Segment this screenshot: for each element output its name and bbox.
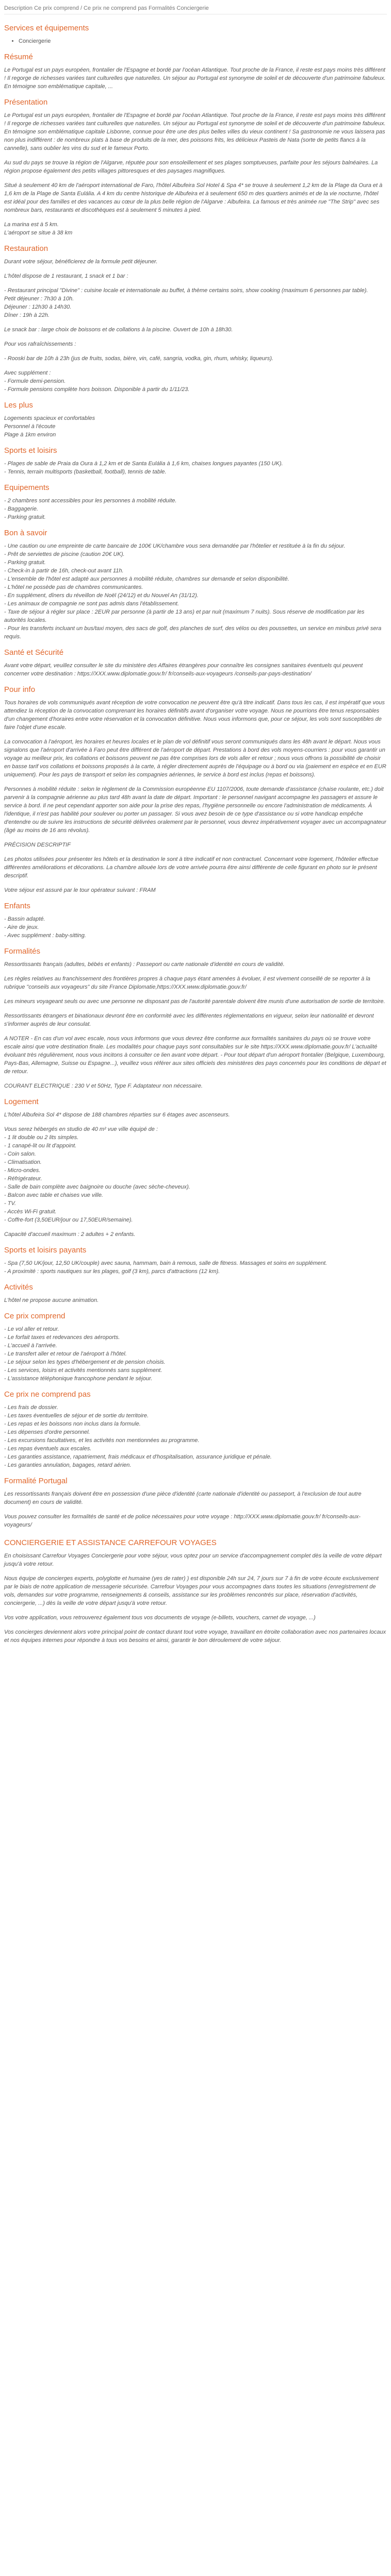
restauration-block (4, 286, 387, 319)
plus-list (4, 414, 387, 439)
formalites-paragraph: Les règles relatives au franchissement des frontières propres à chaque pays étant amenées à évoluer, il est vivement conseillé de se reporter à la rubrique "conseils aux voyageurs" du site France Diplomatie,https://XXX.www.diplomatie.gouv.fr/ (4, 976, 370, 990)
restauration-block (4, 326, 387, 334)
text-line: - Les garanties assistance, rapatriement, frais médicaux et d'hospitalisation, assurance juridique et pénale. (4, 1454, 272, 1460)
restauration-block (4, 354, 387, 363)
text-line: - Les repas et les boissons non inclus dans la formule. (4, 1421, 141, 1427)
text-line: - Accès Wi-Fi gratuit. (4, 1209, 57, 1215)
enfants-list (4, 915, 387, 940)
service-item: • Conciergerie (19, 37, 387, 45)
presentation-lines (4, 221, 387, 237)
formalite-portugal-title: Formalité Portugal (4, 1477, 68, 1485)
formalites-paragraph: Ressortissants étrangers et binationaux devront être en conformité avec les différentes réglementations en vigueur, selon leur nationalité et devront s'informer auprès de leur consulat. (4, 1013, 374, 1027)
logement-paragraph: L'hôtel Albufeira Sol 4* dispose de 188 chambres réparties sur 6 étages avec ascenseurs. (4, 1112, 230, 1118)
text-line: - Plages de sable de Praia da Oura à 1,2 km et de Santa Eulália à 1,6 km, chaises longues payantes (150 UK). (4, 461, 283, 467)
presentation-paragraph: Au sud du pays se trouve la région de l'Algarve, réputée pour son ensoleillement et ses plages somptueuses, parfaite pour les séjours balnéaires. La région propose également des petits villages pittoresques et des paysages magnifiques. (4, 160, 378, 174)
text-line: - Avec supplément : baby-sitting. (4, 933, 86, 939)
text-line: - Formule demi-pension. (4, 378, 66, 384)
services-title: Services et équipements (4, 24, 89, 32)
formalites-paragraph: A NOTER - En cas d'un vol avec escale, nous vous informons que vous devrez être conforme aux formalités sanitaires du pays où se trouve votre escale ainsi que votre destination finale. Les modalités pour chaque pays sont consultables sur le site https://XXX.www.diplomatie.gouv.fr/ L'actualité évoluant très régulièrement, nous vous incitons à consulter ce lien avant votre départ. - Pour tout départ d'un aéroport frontalier (Belgique, Luxembourg, Pays-Bas, Allemagne, Suisse ou Espagne...), veuillez vous référer aux sites officiels des ministères des pays concernés pour les conditions de départ et de retour. (4, 1036, 386, 1075)
bonavoir-title: Bon à savoir (4, 529, 47, 537)
activites-text: L'hôtel ne propose aucune animation. (4, 1297, 99, 1303)
sports-title: Sports et loisirs (4, 446, 57, 455)
conciergerie-paragraph: Nous équipe de concierges experts, polyglotte et humaine (yes de rater) ) est disponible 24h sur 24, 7 jours sur 7 à fin de votre écoute exclusivement par le biais de notre application de messagerie sécurisée. Carrefour Voyages pour vous accompagnes dans toutes les situations (enregistrement de vols, demandes sur votre programme, renseignements & conseils, assistance sur les problèmes rencontrés sur place, réservation d'activités, conciergerie, ...) dès la veille de votre départ jusqu'à votre retour. (4, 1575, 379, 1606)
info-paragraph: Les photos utilisées pour présenter les hôtels et la destination le sont à titre indicatif et non contractuel. Concernant votre logement, l'hôtelier effectue différentes améliorations et décorations. La chambre allouée lors de votre arrivée pourra être ainsi différente de celle figurant en photo sur le présent descriptif. (4, 856, 379, 879)
text-line: - L'accueil à l'arrivée. (4, 1343, 57, 1349)
sports-payants-list (4, 1259, 387, 1276)
text-line: - Salle de bain complète avec baignoire ou douche (avec sèche-cheveux). (4, 1184, 190, 1190)
text-line: - Micro-ondes. (4, 1167, 41, 1174)
presentation-paragraph: Le Portugal est un pays européen, frontalier de l'Espagne et bordé par l'océan Atlantique. Tout proche de la France, il reste est pays moins très différent ! Il regorge de richesses variées tant culturelles que naturelles. Un séjour au Portugal est synonyme de soleil et de découverte d'un patrimoine fabuleux. En témoigne son emblématique capitale Lisbonne, connue pour être une des plus belles villes du vieux continent ! Sa gastronomie ne vous laissera pas non plus indifférent : de nombreux plats à base de produits de la mer, des poissons frits, les délicieux Pasteis de Nata (sorte de petits flancs à la cannelle), sans oublier les vins du sud et le fameux Porto. (4, 112, 386, 151)
text-line: - Bassin adapté. (4, 916, 45, 922)
text-line: L'aéroport se situe à 38 km (4, 230, 73, 236)
text-line: - Le forfait taxes et redevances des aéroports. (4, 1334, 120, 1341)
restauration-intro: Durant votre séjour, bénéficierez de la formule petit déjeuner. (4, 259, 158, 265)
text-line: - Pour les transferts incluant un bus/taxi moyen, des sacs de golf, des planches de surf, des vélos ou des poussettes, un service en minibus privé sera requis. (4, 625, 382, 640)
restauration-block (4, 272, 387, 280)
text-line: - En supplément, dîners du réveillon de Noël (24/12) et du Nouvel An (31/12). (4, 592, 199, 599)
text-line: - Une caution ou une empreinte de carte bancaire de 100€ UK/chambre vous sera demandée par l'hôtelier et restituée à la fin du séjour. (4, 543, 346, 549)
text-line: Plage à 1km environ (4, 432, 56, 438)
text-line: - Les excursions facultatives, et les activités non mentionnées au programme. (4, 1437, 200, 1444)
sports-list (4, 460, 387, 476)
text-line: Le snack bar : large choix de boissons et de collations à la piscine. Ouvert de 10h à 18h30. (4, 327, 233, 333)
formalites-title: Formalités (4, 947, 41, 956)
info-paragraph: PRÉCISION DESCRIPTIF (4, 842, 71, 848)
text-line: - Coin salon. (4, 1151, 36, 1157)
formalite-portugal-paragraph: Les ressortissants français doivent être en possession d'une pièce d'identité (carte nationale d'identité ou passeport, à l'exclusion de tout autre document) en cours de validité. (4, 1491, 362, 1505)
text-line: L'hôtel dispose de 1 restaurant, 1 snack et 1 bar : (4, 273, 128, 279)
text-line: - Parking gratuit. (4, 560, 46, 566)
text-line: - 2 chambres sont accessibles pour les personnes à mobilité réduite. (4, 498, 177, 504)
text-line: - Aire de jeux. (4, 924, 39, 930)
text-line: - Baggagerie. (4, 506, 39, 512)
enfants-title: Enfants (4, 902, 30, 910)
formalites-paragraph: Ressortissants français (adultes, bébés et enfants) : Passeport ou carte nationale d'identité en cours de validité. (4, 961, 285, 968)
text-line: Déjeuner : 12h30 à 14h30. (4, 304, 72, 310)
text-line: Logements spacieux et confortables (4, 415, 95, 421)
text-line: - Le vol aller et retour. (4, 1326, 59, 1332)
text-line: - Balcon avec table et chaises vue ville. (4, 1192, 103, 1198)
resume-text: Le Portugal est un pays européen, frontalier de l'Espagne et bordé par l'océan Atlantique. Tout proche de la France, il reste est pays moins très différent ! Il regorge de richesses variées tant culturelles que naturelles. Un séjour au Portugal est synonyme de soleil et de découverte d'un patrimoine fabuleux. En témoigne son emblématique capitale, ... (4, 67, 386, 90)
text-line: - 1 lit double ou 2 lits simples. (4, 1134, 79, 1141)
text-line: Petit déjeuner : 7h30 à 10h. (4, 296, 74, 302)
info-paragraph: Votre séjour est assuré par le tour opérateur suivant : FRAM (4, 887, 156, 893)
logement-title: Logement (4, 1097, 39, 1106)
text-line: - Rooski bar de 10h à 23h (jus de fruits, sodas, bière, vin, café, sangria, vodka, gin, rhum, whisky, liqueurs). (4, 355, 273, 362)
text-line: - Climatisation. (4, 1159, 42, 1165)
restauration-block (4, 340, 387, 348)
comprend-title: Ce prix comprend (4, 1312, 66, 1320)
necomprend-title: Ce prix ne comprend pas (4, 1390, 91, 1399)
text-line: - Taxe de séjour à régler sur place : 2EUR par personne (à partir de 13 ans) et par nuit (maximum 7 nuits). Sous réserve de modification par les autorités locales. (4, 609, 365, 623)
equipements-list (4, 497, 387, 521)
text-line: - Formule pensions complète hors boisson. Disponible à partir du 1/11/23. (4, 386, 190, 393)
activites-title: Activités (4, 1283, 33, 1292)
info-title: Pour info (4, 685, 36, 694)
text-line: - Les repas éventuels aux escales. (4, 1446, 92, 1452)
text-line: - Prêt de serviettes de piscine (caution 20€ UK). (4, 551, 125, 557)
text-line: - L'hôtel ne possède pas de chambres communicantes. (4, 584, 143, 590)
text-line: - Coffre-fort (3,50EUR/jour ou 17,50EUR/semaine). (4, 1217, 133, 1223)
resume-title: Résumé (4, 53, 33, 61)
services-list (4, 37, 387, 45)
formalite-portugal-paragraph: Vous pouvez consulter les formalités de santé et de police nécessaires pour votre voyage : http://XXX.www.diplomatie.gouv.fr/ fr/conseils-aux-voyageurs/ (4, 1514, 361, 1528)
text-line: - Les services, loisirs et activités mentionnés sans supplément. (4, 1367, 162, 1374)
conciergerie-title: CONCIERGERIE ET ASSISTANCE CARREFOUR VOYAGES (4, 1538, 217, 1547)
text-line: - Les frais de dossier. (4, 1404, 58, 1411)
restauration-title: Restauration (4, 244, 48, 253)
text-line: - TV. (4, 1200, 17, 1207)
sante-title: Santé et Sécurité (4, 648, 64, 657)
presentation-title: Présentation (4, 98, 48, 107)
text-line: - L'assistance téléphonique francophone pendant le séjour. (4, 1376, 153, 1382)
sante-text: Avant votre départ, veuillez consulter le site du ministère des Affaires étrangères pour connaître les consignes sanitaires éventuels qui peuvent concerner votre destination : https://XXX.www.diplomatie.gouv.fr/ fr/conseils-aux-voyageurs /conseils-par-pays-destination/ (4, 663, 363, 677)
equipements-title: Equipements (4, 483, 50, 492)
conciergerie-paragraph: Vos concierges deviennent alors votre principal point de contact durant tout votre voyage, travaillant en étroite collaboration avec nos partenaires locaux et nos équipes internes pour répondre à tous vos besoins et ainsi, garantir le bon déroulement de votre séjour. (4, 1629, 386, 1643)
comprend-list (4, 1325, 387, 1383)
necomprend-list (4, 1403, 387, 1469)
conciergerie-paragraph: Vos votre application, vous retrouverez également tous vos documents de voyage (e-billets, vouchers, carnet de voyage, ...) (4, 1615, 316, 1621)
text-line: Pour vos rafraîchissements : (4, 341, 76, 347)
page-content (0, 3, 391, 1645)
formalites-paragraph: Les mineurs voyageant seuls ou avec une personne ne disposant pas de l'autorité parentale doivent être munis d'une autorisation de sortie de territoire. (4, 998, 385, 1005)
text-line: - Les taxes éventuelles de séjour et de sortie du territoire. (4, 1413, 149, 1419)
presentation-paragraph: Situé à seulement 40 km de l'aéroport international de Faro, l'hôtel Albufeira Sol Hotel & Spa 4* se trouve à seulement 1,2 km de la Plage da Oura et à 1,6 km de la Plage de Santa Eulália. A 4 km du centre historique de Albufeira et à seulement 650 m des quartiers animés et de la vie nocturne, l'hôtel est idéal pour des familles et des vacances au cœur de la plus belle région de l'Algarve : Albufeira. La famous et très animée rue "The Strip" avec ses nombreux bars, restaurants et discothèques est à seulement 5 minutes à pied. (4, 182, 383, 213)
text-line: - 1 canapé-lit ou lit d'appoint. (4, 1143, 77, 1149)
plus-title: Les plus (4, 401, 33, 410)
formalites-paragraph: COURANT ELECTRIQUE : 230 V et 50Hz, Type F. Adaptateur non nécessaire. (4, 1083, 203, 1089)
text-line: - Les animaux de compagnie ne sont pas admis dans l'établissement. (4, 601, 180, 607)
text-line: - Le transfert aller et retour de l'aéroport à l'hôtel. (4, 1351, 127, 1357)
text-line: Dîner : 19h à 22h. (4, 312, 50, 318)
text-line: - Restaurant principal "Divine" : cuisine locale et internationale au buffet, à thème certains soirs, show cooking (maximum 6 personnes par table). (4, 287, 368, 294)
text-line: - Tennis, terrain multisports (basketball, football), tennis de table. (4, 469, 167, 475)
text-line: - Check-in à partir de 16h, check-out avant 11h. (4, 568, 124, 574)
text-line: - Les garanties annulation, bagages, retard aérien. (4, 1462, 132, 1468)
text-line: Vous serez hébergés en studio de 40 m² vue ville équipé de : (4, 1126, 158, 1132)
logement-paragraph: Capacité d'accueil maximum : 2 adultes + 2 enfants. (4, 1231, 136, 1238)
text-line: - A proximité : sports nautiques sur les plages, golf (3 km), parcs d'attractions (12 km). (4, 1268, 220, 1275)
info-paragraph: Personnes à mobilité réduite : selon le règlement de la Commission européenne EU 1107/2006, toute demande d'assistance (chaise roulante, etc.) doit parvenir à la compagnie aérienne au plus tard 48h avant la date de départ. Important : le personnel navigant accompagne les passagers et assure le service à bord. Il ne peut cependant apporter son aide pour la prise des repas, l'hygiène personnelle ou encore l'administration de médicaments. À l'identique, il n'est pas habilité pour soulever ou porter un passager. Si vous avez besoin de ce type d'assistance ou si votre handicap empêche d'entendre ou de suivre les instructions de sécurité délivrées oralement par le personnel, vous devrez impérativement voyager avec un accompagnateur (âgé au moins de 16 ans révolus). (4, 786, 386, 834)
info-paragraph: La convocation à l'aéroport, les horaires et heures locales et le plan de vol définitif vous seront communiqués dans les 48h avant le départ. Nous vous signalons que l'aéroport d'arrivée à Faro peut être différent de l'aéroport de départ. Prestations à bord des vols moyens-courriers : pour vous garantir un voyage au meilleur prix, les collations et boissons peuvent ne pas être comprises lors de vols aller et retour ; nous vous offrons la possibilité de choisir en basse tarif vos collations et boissons proposés à la carte, à régler directement auprès de l'équipage ou à bord ou via (paiement en espèce et en EUR uniquement). Pour les pays de transport et selon les compagnies aériennes, le service à bord est inclus (repas et boissons). (4, 739, 386, 778)
logement-equipment-list (4, 1125, 387, 1224)
text-line: - Spa (7,50 UK/jour, 12,50 UK/couple) avec sauna, hammam, bain à remous, salle de fitness. Massages et soins en supplément. (4, 1260, 328, 1266)
text-line: - Les dépenses d'ordre personnel. (4, 1429, 90, 1435)
info-paragraph: Tous horaires de vols communiqués avant réception de votre convocation ne peuvent être qu'à titre indicatif. Dans tous les cas, il est impératif que vous attendiez la réception de la convocation comprenant les horaires définitifs avant d'organiser votre voyage. Nous ne pourrions être tenus responsables d'un changement d'horaires entre votre réservation et la convocation définitive. Nous vous informons que, pour ce séjour, les vols sont susceptibles de faire l'objet d'une escale. (4, 700, 385, 731)
text-line: Avec supplément : (4, 370, 51, 376)
text-line: - Parking gratuit. (4, 514, 46, 520)
bonavoir-list (4, 542, 387, 641)
text-line: - Réfrigérateur. (4, 1176, 42, 1182)
text-line: Personnel à l'écoute (4, 423, 56, 430)
section-nav[interactable]: Description Ce prix comprend / Ce prix ne comprend pas Formalités Conciergerie (4, 5, 209, 11)
text-line: - L'ensemble de l'hôtel est adapté aux personnes à mobilité réduite, chambres sur demande et selon disponibilité. (4, 576, 289, 582)
text-line: La marina est à 5 km. (4, 222, 59, 228)
text-line: - Le séjour selon les types d'hébergement et de pension choisis. (4, 1359, 166, 1365)
restauration-block (4, 369, 387, 394)
conciergerie-paragraph: En choisissant Carrefour Voyages Conciergerie pour votre séjour, vous optez pour un service d'accompagnement complet dès la veille de votre départ jusqu'à votre retour. (4, 1553, 382, 1567)
sports-payants-title: Sports et loisirs payants (4, 1246, 87, 1255)
